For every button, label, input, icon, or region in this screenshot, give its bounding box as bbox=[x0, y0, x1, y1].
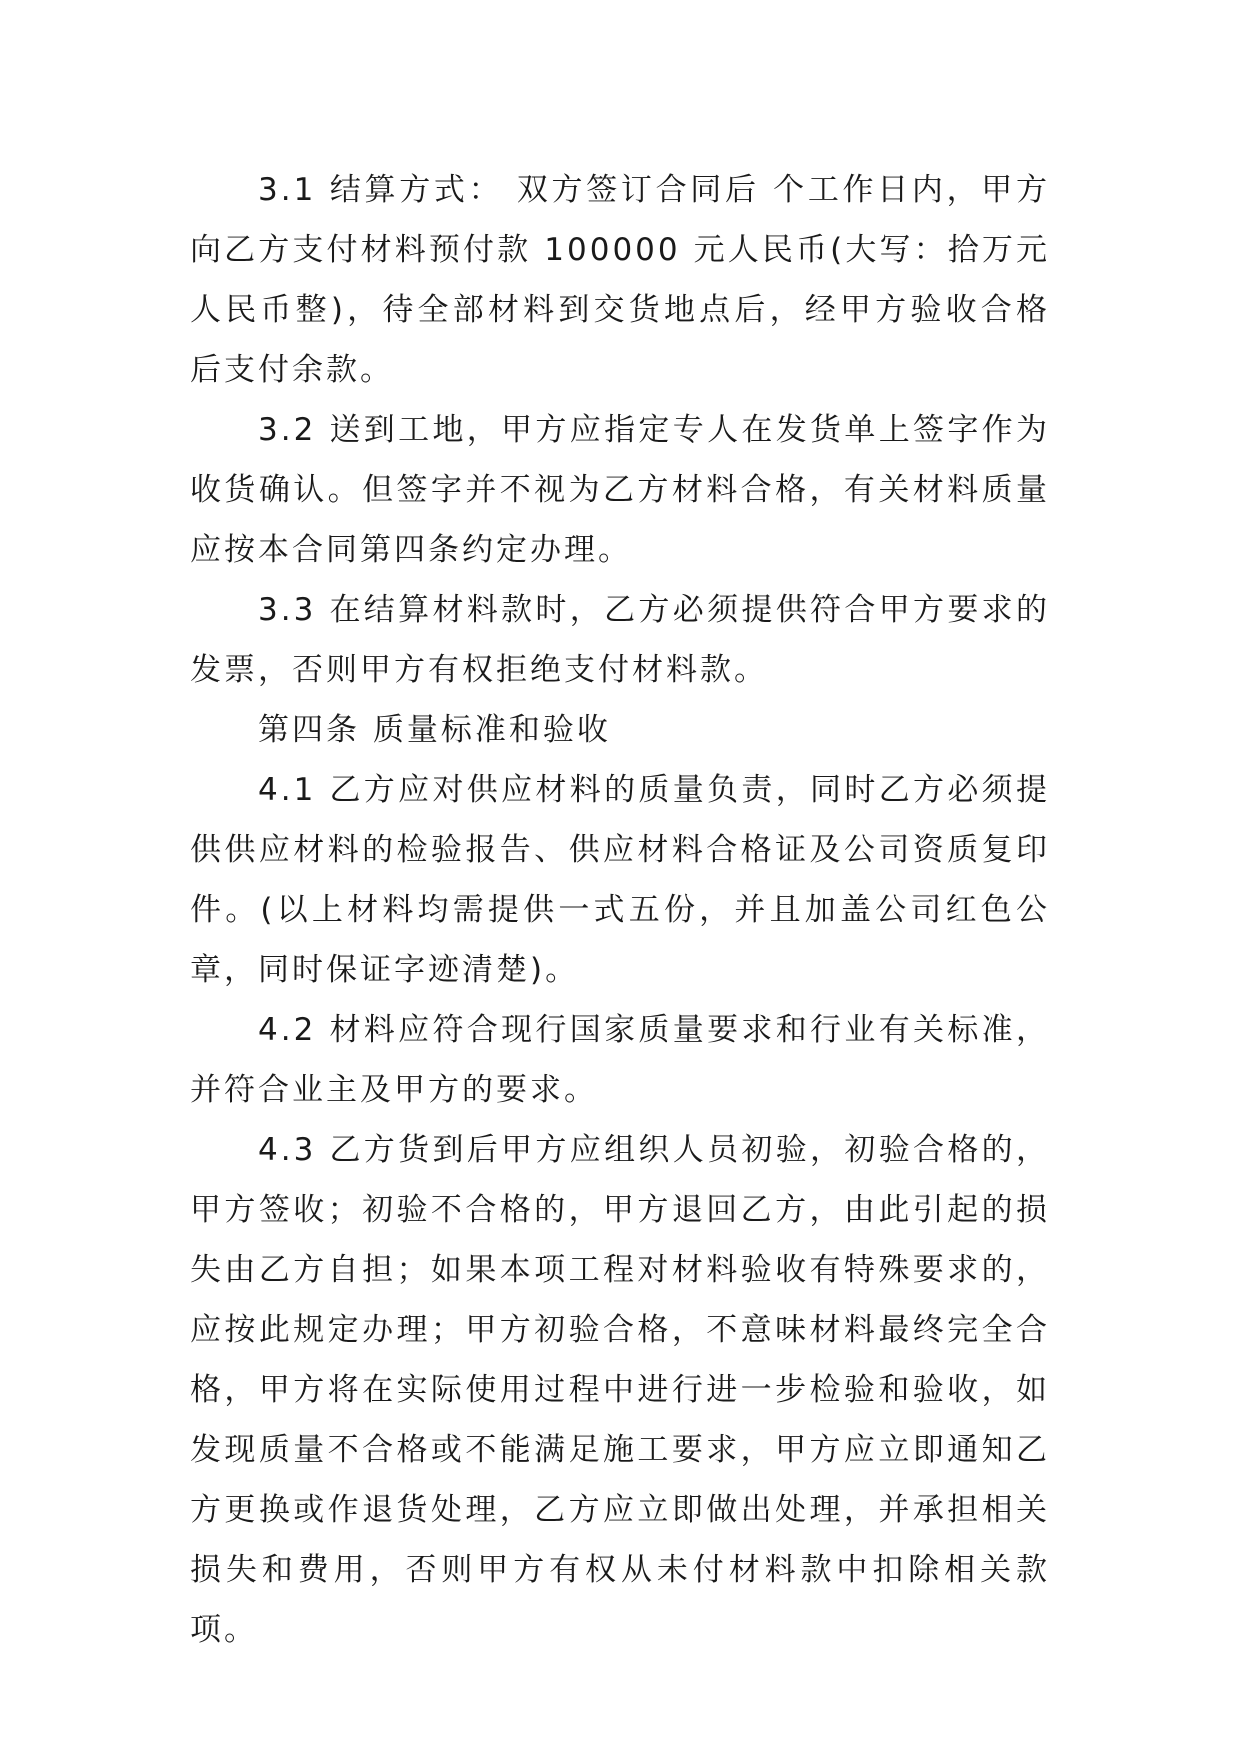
document-body bbox=[190, 160, 1050, 1660]
clause-3-2: 3.2 送到工地，甲方应指定专人在发货单上签字作为收货确认。但签字并不视为乙方材料合格，有关材料质量应按本合同第四条约定办理。 bbox=[190, 412, 1050, 568]
clause-4-2: 4.2 材料应符合现行国家质量要求和行业有关标准，并符合业主及甲方的要求。 bbox=[190, 1012, 1050, 1108]
article-4-heading: 第四条 质量标准和验收 bbox=[258, 712, 611, 748]
clause-3-3: 3.3 在结算材料款时，乙方必须提供符合甲方要求的发票，否则甲方有权拒绝支付材料款。 bbox=[190, 592, 1050, 688]
clause-4-1: 4.1 乙方应对供应材料的质量负责，同时乙方必须提供供应材料的检验报告、供应材料合格证及公司资质复印件。(以上材料均需提供一式五份，并且加盖公司红色公章，同时保证字迹清楚)。 bbox=[190, 772, 1050, 988]
clause-4-3: 4.3 乙方货到后甲方应组织人员初验，初验合格的，甲方签收；初验不合格的，甲方退回乙方，由此引起的损失由乙方自担；如果本项工程对材料验收有特殊要求的，应按此规定办理；甲方初验合格，不意味材料最终完全合格，甲方将在实际使用过程中进行进一步检验和验收，如发现质量不合格或不能满足施工要求，甲方应立即通知乙方更换或作退货处理，乙方应立即做出处理，并承担相关损失和费用，否则甲方有权从未付材料款中扣除相关款项。 bbox=[190, 1132, 1050, 1648]
clause-3-1: 3.1 结算方式： 双方签订合同后 个工作日内，甲方向乙方支付材料预付款 100000 元人民币(大写：拾万元人民币整)，待全部材料到交货地点后，经甲方验收合格后支付余款。 bbox=[190, 172, 1050, 388]
